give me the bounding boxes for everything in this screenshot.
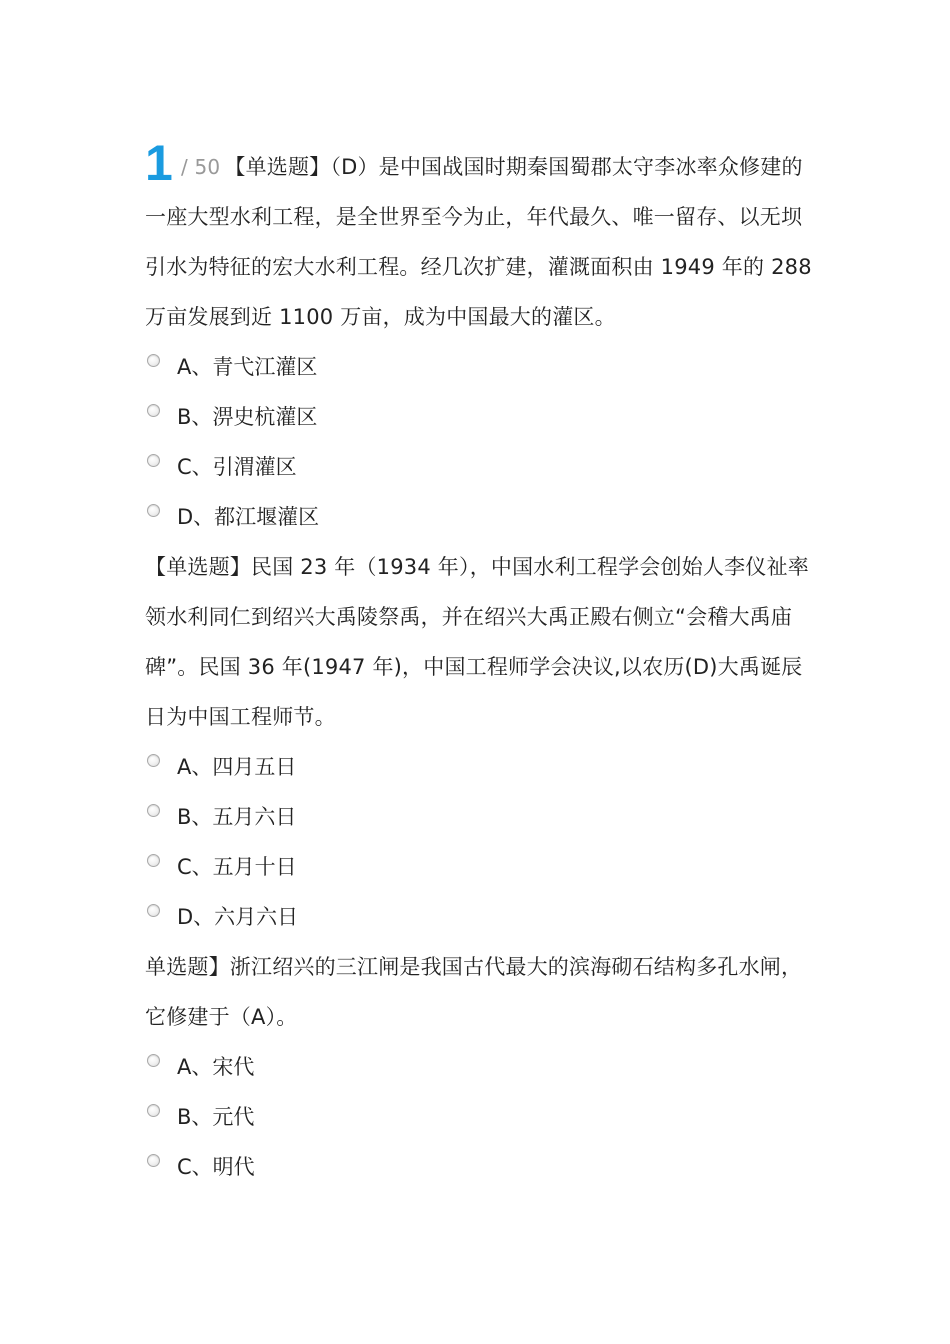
option-d[interactable] [145, 892, 815, 942]
option-label: B、元代 [177, 1105, 255, 1129]
option-b[interactable] [145, 1092, 815, 1142]
radio-button-icon[interactable] [147, 1154, 160, 1167]
option-label: C、引渭灌区 [177, 455, 297, 479]
question-text: 单选题】浙江绍兴的三江闸是我国古代最大的滨海砌石结构多孔水闸，它修建于（A）。 [145, 955, 803, 1029]
radio-button-icon[interactable] [147, 804, 160, 817]
option-a[interactable] [145, 1042, 815, 1092]
question-3 [145, 942, 815, 1192]
option-d[interactable] [145, 492, 815, 542]
radio-button-icon[interactable] [147, 504, 160, 517]
option-c[interactable] [145, 442, 815, 492]
radio-button-icon[interactable] [147, 454, 160, 467]
option-label: A、宋代 [177, 1055, 255, 1079]
option-label: A、四月五日 [177, 755, 297, 779]
option-c[interactable] [145, 842, 815, 892]
question-total: / 50 [181, 155, 221, 179]
option-c[interactable] [145, 1142, 815, 1192]
option-b[interactable] [145, 792, 815, 842]
option-label: A、青弋江灌区 [177, 355, 318, 379]
option-a[interactable] [145, 742, 815, 792]
option-label: B、淠史杭灌区 [177, 405, 318, 429]
radio-button-icon[interactable] [147, 904, 160, 917]
option-b[interactable] [145, 392, 815, 442]
question-1 [145, 135, 815, 542]
radio-button-icon[interactable] [147, 404, 160, 417]
option-label: C、五月十日 [177, 855, 297, 879]
radio-button-icon[interactable] [147, 854, 160, 867]
option-label: C、明代 [177, 1155, 255, 1179]
radio-button-icon[interactable] [147, 1054, 160, 1067]
option-label: B、五月六日 [177, 805, 297, 829]
option-a[interactable] [145, 342, 815, 392]
radio-button-icon[interactable] [147, 1104, 160, 1117]
question-number: 1 [145, 135, 174, 191]
question-text: 【单选题】民国 23 年（1934 年），中国水利工程学会创始人李仪祉率领水利同仁到绍兴大禹陵祭禹，并在绍兴大禹正殿右侧立“会稽大禹庙碑”。民国 36 年(1947 年)，中国工程师学会决议,以农历(D)大禹诞辰日为中国工程师节。 [145, 555, 809, 729]
question-2 [145, 542, 815, 942]
option-label: D、六月六日 [177, 905, 299, 929]
radio-button-icon[interactable] [147, 354, 160, 367]
question-text: 【单选题】（D）是中国战国时期秦国蜀郡太守李冰率众修建的一座大型水利工程，是全世界至今为止，年代最久、唯一留存、以无坝引水为特征的宏大水利工程。经几次扩建，灌溉面积由 1949 年的 288 万亩发展到近 1100 万亩，成为中国最大的灌区。 [145, 155, 812, 329]
radio-button-icon[interactable] [147, 754, 160, 767]
question-list [145, 135, 815, 1192]
option-label: D、都江堰灌区 [177, 505, 320, 529]
